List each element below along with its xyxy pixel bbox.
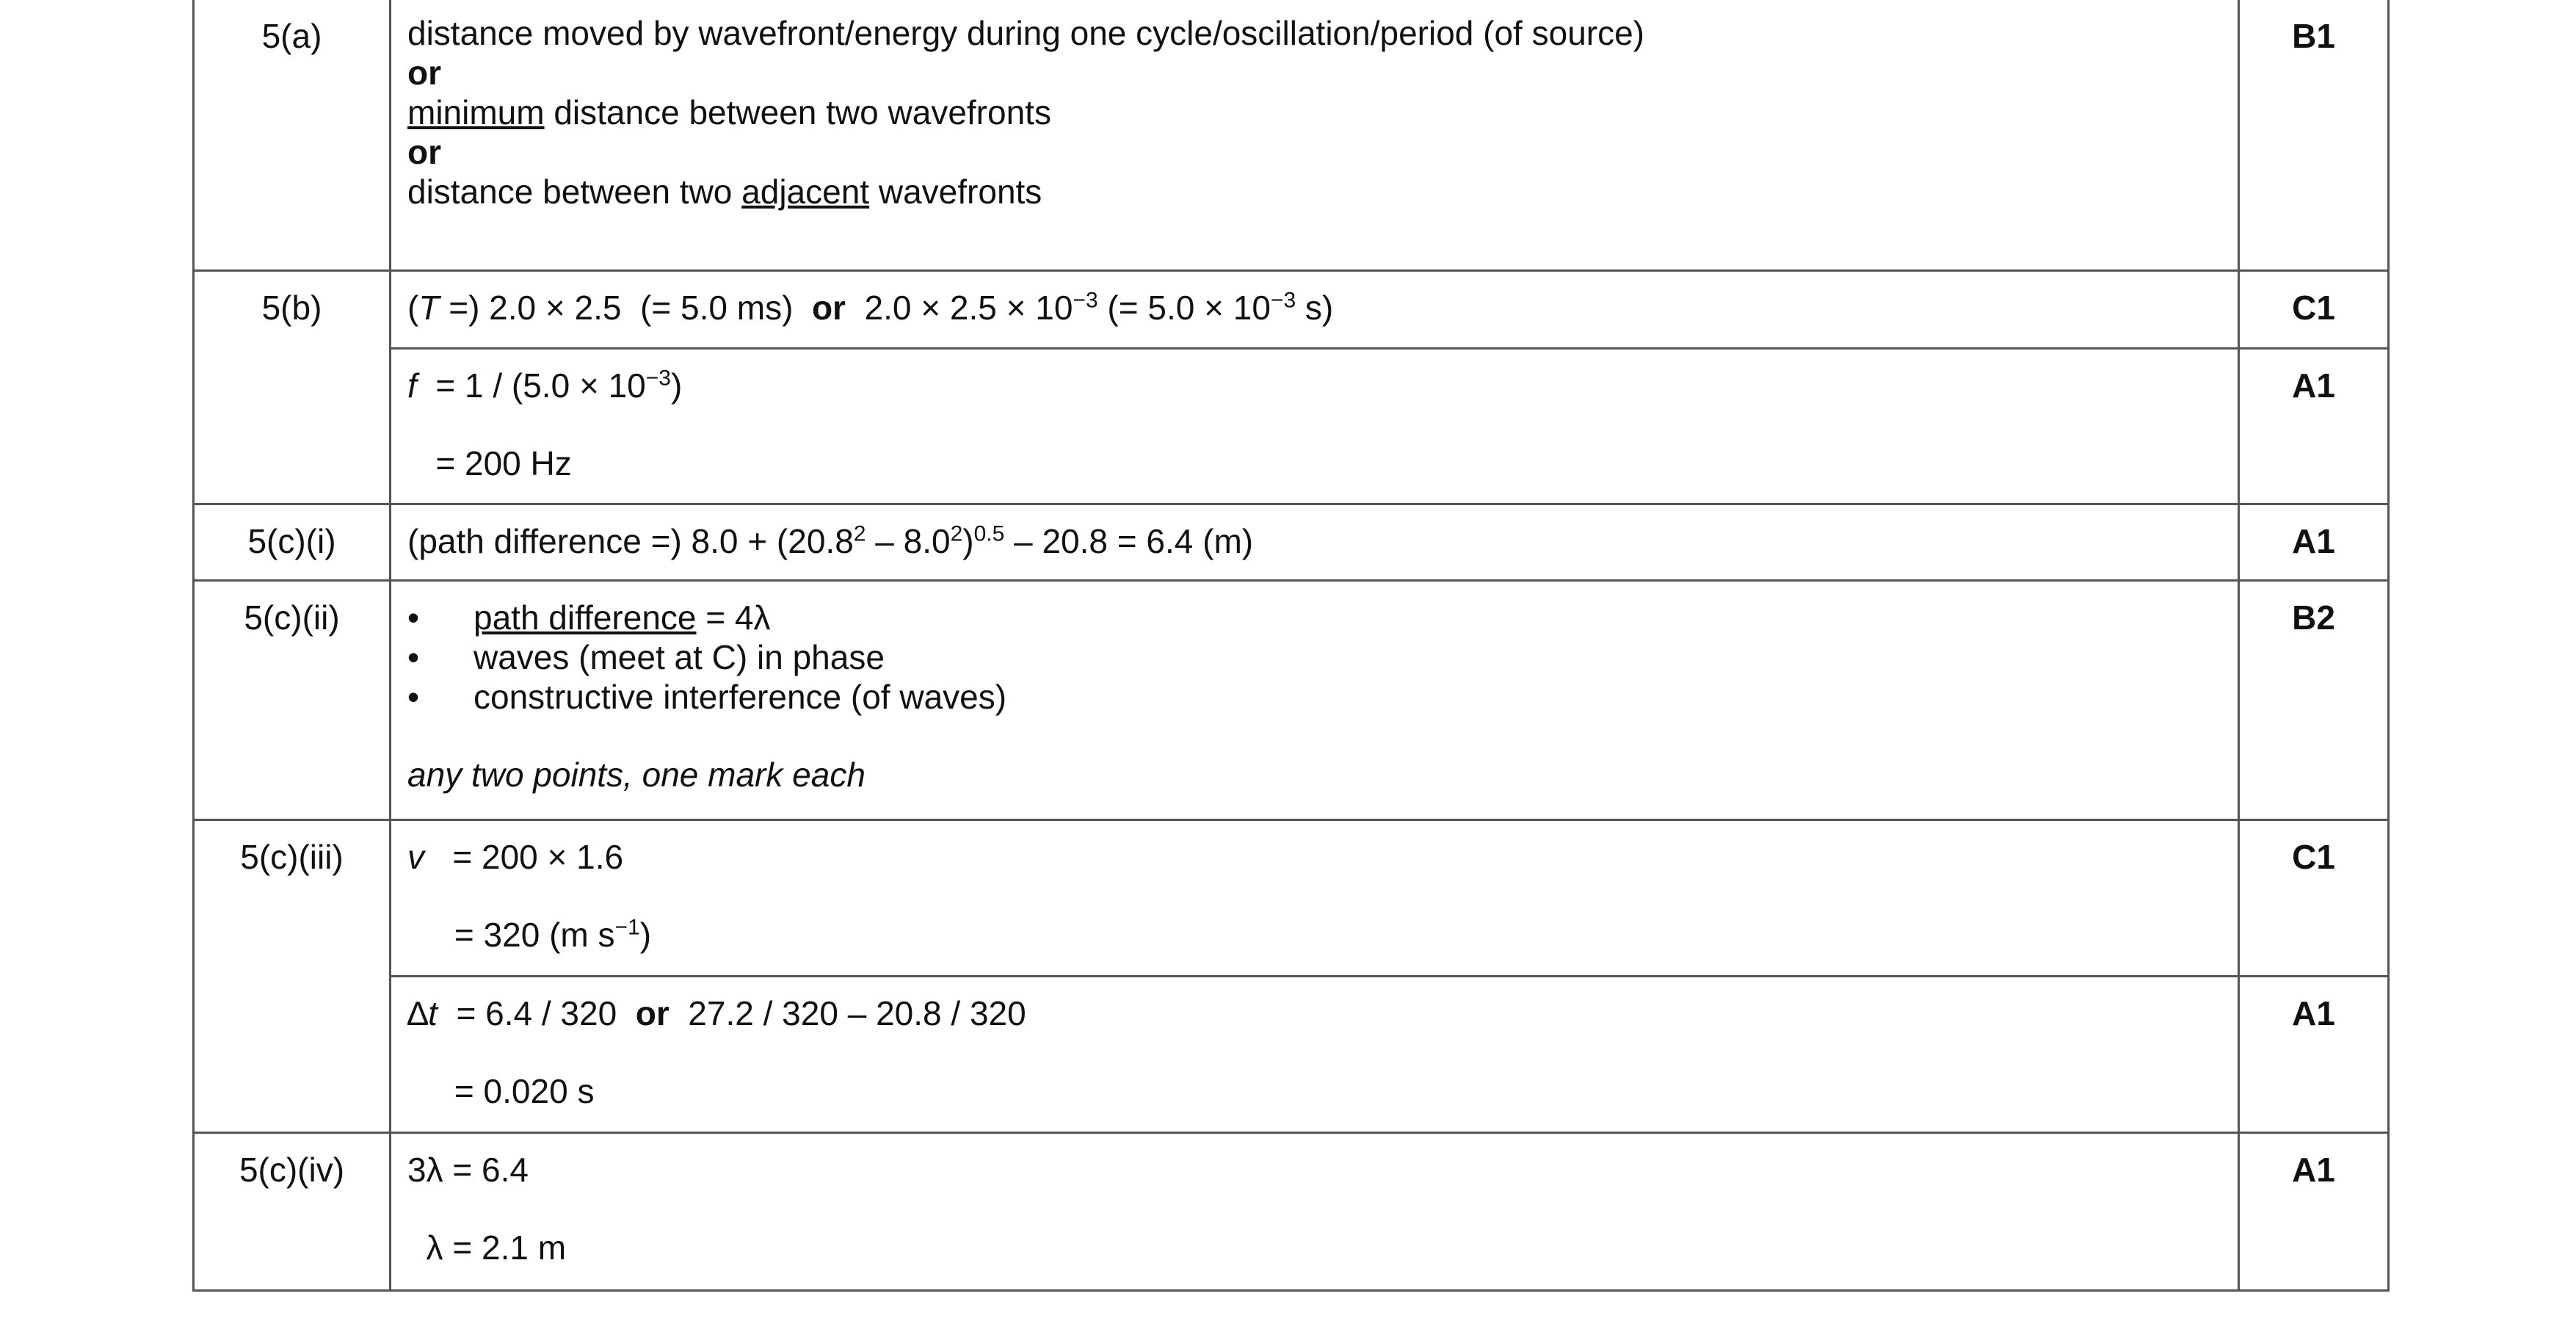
exponent: −3	[645, 366, 671, 391]
answer-text: = 320 (m s	[407, 915, 615, 954]
question-number: 5(c)(iii)	[194, 819, 391, 1132]
mark-code: B2	[2239, 580, 2389, 819]
answer-text: (= 5.0 × 10	[1097, 288, 1271, 327]
line-gap	[407, 1190, 2223, 1228]
answer-text: )	[962, 521, 974, 560]
answer-cell	[391, 819, 2239, 976]
bullet-item: • waves (meet at C) in phase	[407, 637, 2223, 677]
question-number: 5(a)	[194, 0, 391, 270]
answer-line	[407, 915, 2223, 955]
table-row	[194, 504, 2389, 580]
answer-text: – 8.0	[866, 521, 951, 560]
answer-line	[407, 837, 2223, 877]
answer-line	[407, 93, 2223, 132]
question-number: 5(c)(iv)	[194, 1132, 391, 1290]
bullet-list	[407, 598, 2223, 717]
exponent: 2	[950, 521, 963, 546]
underlined-keyword: adjacent	[741, 173, 870, 211]
answer-line: 3λ = 6.4	[407, 1150, 529, 1189]
answer-line: distance moved by wavefront/energy during one cycle/oscillation/period (of source)	[407, 14, 1644, 52]
or-text: or	[811, 288, 846, 327]
question-number: 5(c)(i)	[194, 504, 391, 580]
answer-text: =) 2.0 × 2.5 (= 5.0 ms)	[439, 288, 812, 327]
answer-cell	[391, 580, 2239, 819]
table-row	[194, 0, 2389, 270]
exponent: −1	[614, 915, 640, 940]
answer-line: (T =) 2.0 × 2.5 (= 5.0 ms) or $2.0 \times 2.5 \times 10^{-3}$ (= $5.0 \times 10^{-3}$ s)	[407, 288, 1334, 327]
mark-scheme-table	[192, 0, 2390, 1292]
exponent: −3	[1073, 288, 1098, 313]
answer-line: = 200 Hz	[407, 444, 572, 482]
question-number: 5(c)(ii)	[194, 580, 391, 819]
line-gap	[407, 717, 2223, 755]
table-row	[194, 976, 2389, 1132]
answer-cell	[391, 1132, 2239, 1290]
table-row	[194, 819, 2389, 976]
mark-code: A1	[2239, 348, 2389, 504]
answer-text: 27.2 / 320 – 20.8 / 320	[669, 993, 1026, 1032]
answer-line	[407, 366, 2223, 405]
mark-code: A1	[2239, 976, 2389, 1132]
answer-cell	[391, 270, 2239, 348]
variable-symbol: v	[407, 837, 424, 876]
answer-cell	[391, 348, 2239, 504]
bullet-item: • constructive interference (of waves)	[407, 677, 2223, 717]
table-row	[194, 580, 2389, 819]
answer-text: 2.0 × 2.5 × 10	[845, 288, 1073, 327]
answer-cell	[391, 504, 2239, 580]
line-gap	[407, 405, 2223, 444]
answer-line	[407, 993, 2223, 1033]
mark-code: B1	[2239, 0, 2389, 270]
answer-cell	[391, 0, 2239, 270]
underlined-keyword: minimum	[407, 93, 545, 131]
or-text: or	[407, 133, 441, 171]
answer-line: = 0.020 s	[407, 1071, 595, 1110]
mark-code: C1	[2239, 270, 2389, 348]
table-row	[194, 348, 2389, 504]
delta-symbol: ∆	[407, 993, 429, 1032]
variable-symbol: T	[418, 288, 440, 327]
answer-text: = 4λ	[696, 598, 771, 637]
answer-text: (path difference =) 8.0 + (20.8	[407, 521, 854, 560]
answer-cell	[391, 976, 2239, 1132]
mark-code: C1	[2239, 819, 2389, 976]
mark-code: A1	[2239, 504, 2389, 580]
answer-text: distance between two wavefronts	[544, 93, 1051, 131]
answer-text: s)	[1296, 288, 1334, 327]
answer-line	[407, 521, 2223, 561]
exponent: 2	[853, 521, 866, 546]
answer-line	[407, 172, 2223, 211]
exponent: −3	[1270, 288, 1296, 313]
question-number: 5(b)	[194, 270, 391, 504]
answer-text: distance between two	[407, 173, 742, 211]
or-text: or	[635, 993, 670, 1032]
line-gap	[407, 877, 2223, 915]
answer-text: = 1 / (5.0 × 10	[416, 366, 646, 405]
answer-text: = 200 × 1.6	[424, 837, 624, 876]
answer-text: )	[639, 915, 652, 954]
marking-note: any two points, one mark each	[407, 755, 866, 794]
answer-text: )	[670, 366, 683, 405]
answer-line: λ = 2.1 m	[407, 1228, 567, 1267]
table-row	[194, 270, 2389, 348]
bullet-item	[407, 598, 2223, 637]
underlined-keyword: path difference	[474, 598, 697, 637]
mark-code: A1	[2239, 1132, 2389, 1290]
exponent: 0.5	[973, 521, 1005, 546]
answer-text: wavefronts	[869, 173, 1042, 211]
answer-text: – 20.8 = 6.4 (m)	[1004, 521, 1254, 560]
line-gap	[407, 1033, 2223, 1071]
table-row	[194, 1132, 2389, 1290]
answer-text: = 6.4 / 320	[437, 993, 636, 1032]
variable-symbol: f	[407, 366, 417, 405]
variable-symbol: t	[428, 993, 438, 1032]
or-text: or	[407, 54, 441, 92]
